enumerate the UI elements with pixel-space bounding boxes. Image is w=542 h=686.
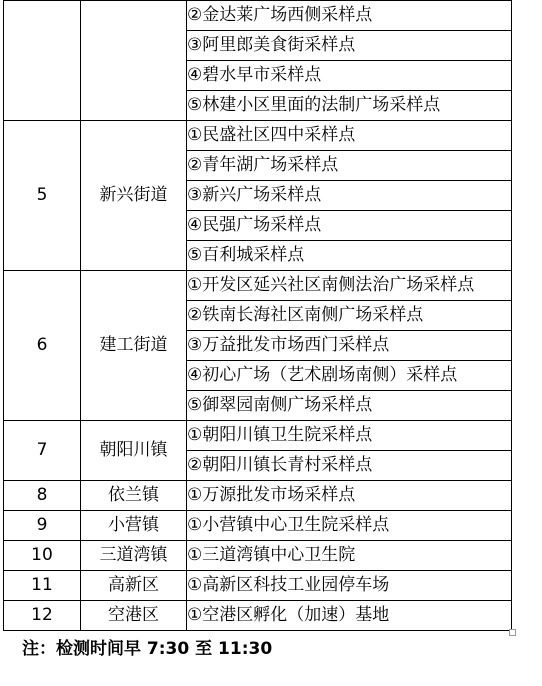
- table-row: [4, 601, 512, 631]
- row-number-cell: 11: [4, 571, 81, 601]
- sampling-point-cell: ②铁南长海社区南侧广场采样点: [187, 301, 512, 331]
- table-resize-handle: [509, 629, 516, 636]
- sampling-point-cell: ①空港区孵化（加速）基地: [187, 601, 512, 631]
- table-row: [4, 271, 512, 301]
- table-row: [4, 481, 512, 511]
- table-row: [4, 571, 512, 601]
- sampling-point-cell: ①万源批发市场采样点: [187, 481, 512, 511]
- sampling-point-cell: ①三道湾镇中心卫生院: [187, 541, 512, 571]
- sampling-point-cell: ②金达莱广场西侧采样点: [187, 1, 512, 31]
- street-name-cell: 三道湾镇: [81, 541, 187, 571]
- row-number-cell: 12: [4, 601, 81, 631]
- sampling-point-cell: ⑤百利城采样点: [187, 241, 512, 271]
- row-number-cell: 6: [4, 271, 81, 421]
- sampling-points-table: [3, 0, 512, 631]
- street-name-cell: 新兴街道: [81, 121, 187, 271]
- street-name-cell: 依兰镇: [81, 481, 187, 511]
- sampling-point-cell: ①小营镇中心卫生院采样点: [187, 511, 512, 541]
- sampling-point-cell: ④民强广场采样点: [187, 211, 512, 241]
- sampling-point-cell: ⑤林建小区里面的法制广场采样点: [187, 91, 512, 121]
- street-name-cell: 小营镇: [81, 511, 187, 541]
- sampling-point-cell: ①朝阳川镇卫生院采样点: [187, 421, 512, 451]
- table-row: [4, 541, 512, 571]
- sampling-point-cell: ①民盛社区四中采样点: [187, 121, 512, 151]
- table-row: [4, 121, 512, 151]
- row-number-cell: 5: [4, 121, 81, 271]
- sampling-point-cell: ⑤御翠园南侧广场采样点: [187, 391, 512, 421]
- sampling-point-cell: ③阿里郎美食街采样点: [187, 31, 512, 61]
- street-name-cell: 高新区: [81, 571, 187, 601]
- row-number-cell: 8: [4, 481, 81, 511]
- sampling-point-cell: ③万益批发市场西门采样点: [187, 331, 512, 361]
- table-row: [4, 511, 512, 541]
- sampling-point-cell: ①开发区延兴社区南侧法治广场采样点: [187, 271, 512, 301]
- street-name-cell: 空港区: [81, 601, 187, 631]
- table-body: [4, 1, 512, 631]
- sampling-point-cell: ④碧水早市采样点: [187, 61, 512, 91]
- street-name-cell: 建工街道: [81, 271, 187, 421]
- sampling-point-cell: ②朝阳川镇长青村采样点: [187, 451, 512, 481]
- table-row: [4, 421, 512, 451]
- row-number-cell: [4, 1, 81, 121]
- sampling-point-cell: ③新兴广场采样点: [187, 181, 512, 211]
- row-number-cell: 10: [4, 541, 81, 571]
- footnote: 注：检测时间早 7:30 至 11:30: [22, 639, 273, 659]
- sampling-point-cell: ①高新区科技工业园停车场: [187, 571, 512, 601]
- street-name-cell: [81, 1, 187, 121]
- street-name-cell: 朝阳川镇: [81, 421, 187, 481]
- sampling-point-cell: ②青年湖广场采样点: [187, 151, 512, 181]
- row-number-cell: 9: [4, 511, 81, 541]
- row-number-cell: 7: [4, 421, 81, 481]
- table-row: [4, 1, 512, 31]
- sampling-point-cell: ④初心广场（艺术剧场南侧）采样点: [187, 361, 512, 391]
